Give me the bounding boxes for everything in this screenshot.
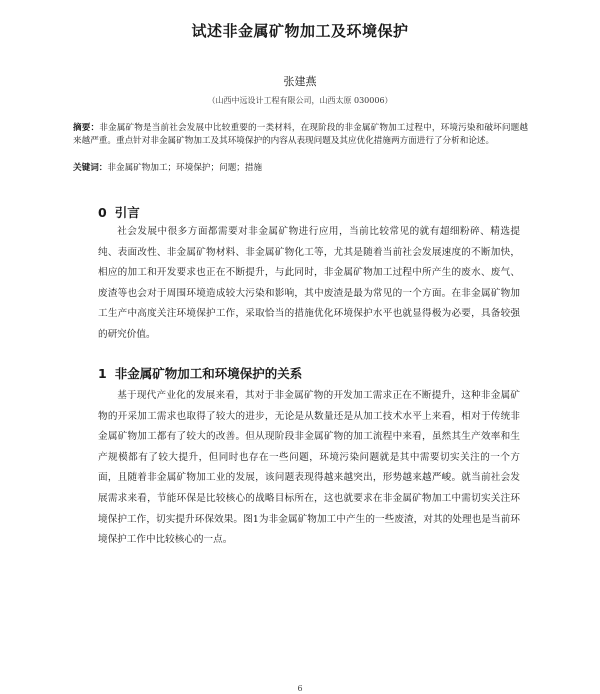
section-body-relation: 基于现代产业化的发展来看，其对于非金属矿物的开发加工需求正在不断提升，这种非金属矿物的开采加工需求也取得了较大的进步，无论是从数量还是从加工技术水平上来看，相对于传统非金属矿物加工都有了较大的改善。但从现阶段非金属矿物的加工流程中来看，虽然其生产效率和生产规模都有了较大提升，但同时也存在一些问题，环境污染问题就是其中需要切实关注的一个方面，且随着非金属矿物加工业的发展，该问题表现得越来越突出，形势越来越严峻。就当前社会发展需求来看，节能环保是比较核心的战略目标所在，这也就要求在非金属矿物加工中需切实关注环境保护工作，切实提升环保效果。图1为非金属矿物加工中产生的一些废渣，对其的处理也是当前环境保护工作中比较核心的一点。 <box>98 390 520 546</box>
section-number: 1 <box>98 366 107 381</box>
author-name: 张建燕 <box>283 75 317 88</box>
page-number: 6 <box>297 684 303 693</box>
section-title: 引言 <box>114 205 140 220</box>
paper-title: 试述非金属矿物加工及环境保护 <box>191 22 409 40</box>
keywords-text: 非金属矿物加工；环境保护；问题；措施 <box>107 163 263 173</box>
abstract-text: 非金属矿物是当前社会发展中比较重要的一类材料，在现阶段的非金属矿物加工过程中，环境污染和破坏问题越来越严重。重点针对非金属矿物加工及其环境保护的内容从表现问题及其应优化措施两方面进行了分析和论述。 <box>73 123 528 147</box>
section-title: 非金属矿物加工和环境保护的关系 <box>114 366 303 381</box>
author-affiliation: （山西中远设计工程有限公司，山西太原 030006） <box>207 96 393 105</box>
keywords-label: 关键词： <box>73 163 108 173</box>
abstract <box>73 122 528 148</box>
section-heading-intro <box>98 203 140 221</box>
section-body-intro: 社会发展中很多方面都需要对非金属矿物进行应用，当前比较常见的就有超细粉碎、精选提纯、表面改性、非金属矿物材料、非金属矿物化工等，尤其是随着当前社会发展速度的不断加快，相应的加工和开发要求也正在不断提升，与此同时，非金属矿物加工过程中所产生的废水、废气、废渣等也会对于周围环境造成较大污染和影响，其中废渣是最为常见的一个方面。在非金属矿物加工生产中高度关注环境保护工作，采取恰当的措施优化环境保护水平也就显得极为必要，具备较强的研究价值。 <box>98 226 520 340</box>
abstract-label: 摘要： <box>73 123 100 133</box>
keywords <box>73 162 528 174</box>
section-number: 0 <box>98 205 107 220</box>
section-heading-relation <box>98 364 302 382</box>
